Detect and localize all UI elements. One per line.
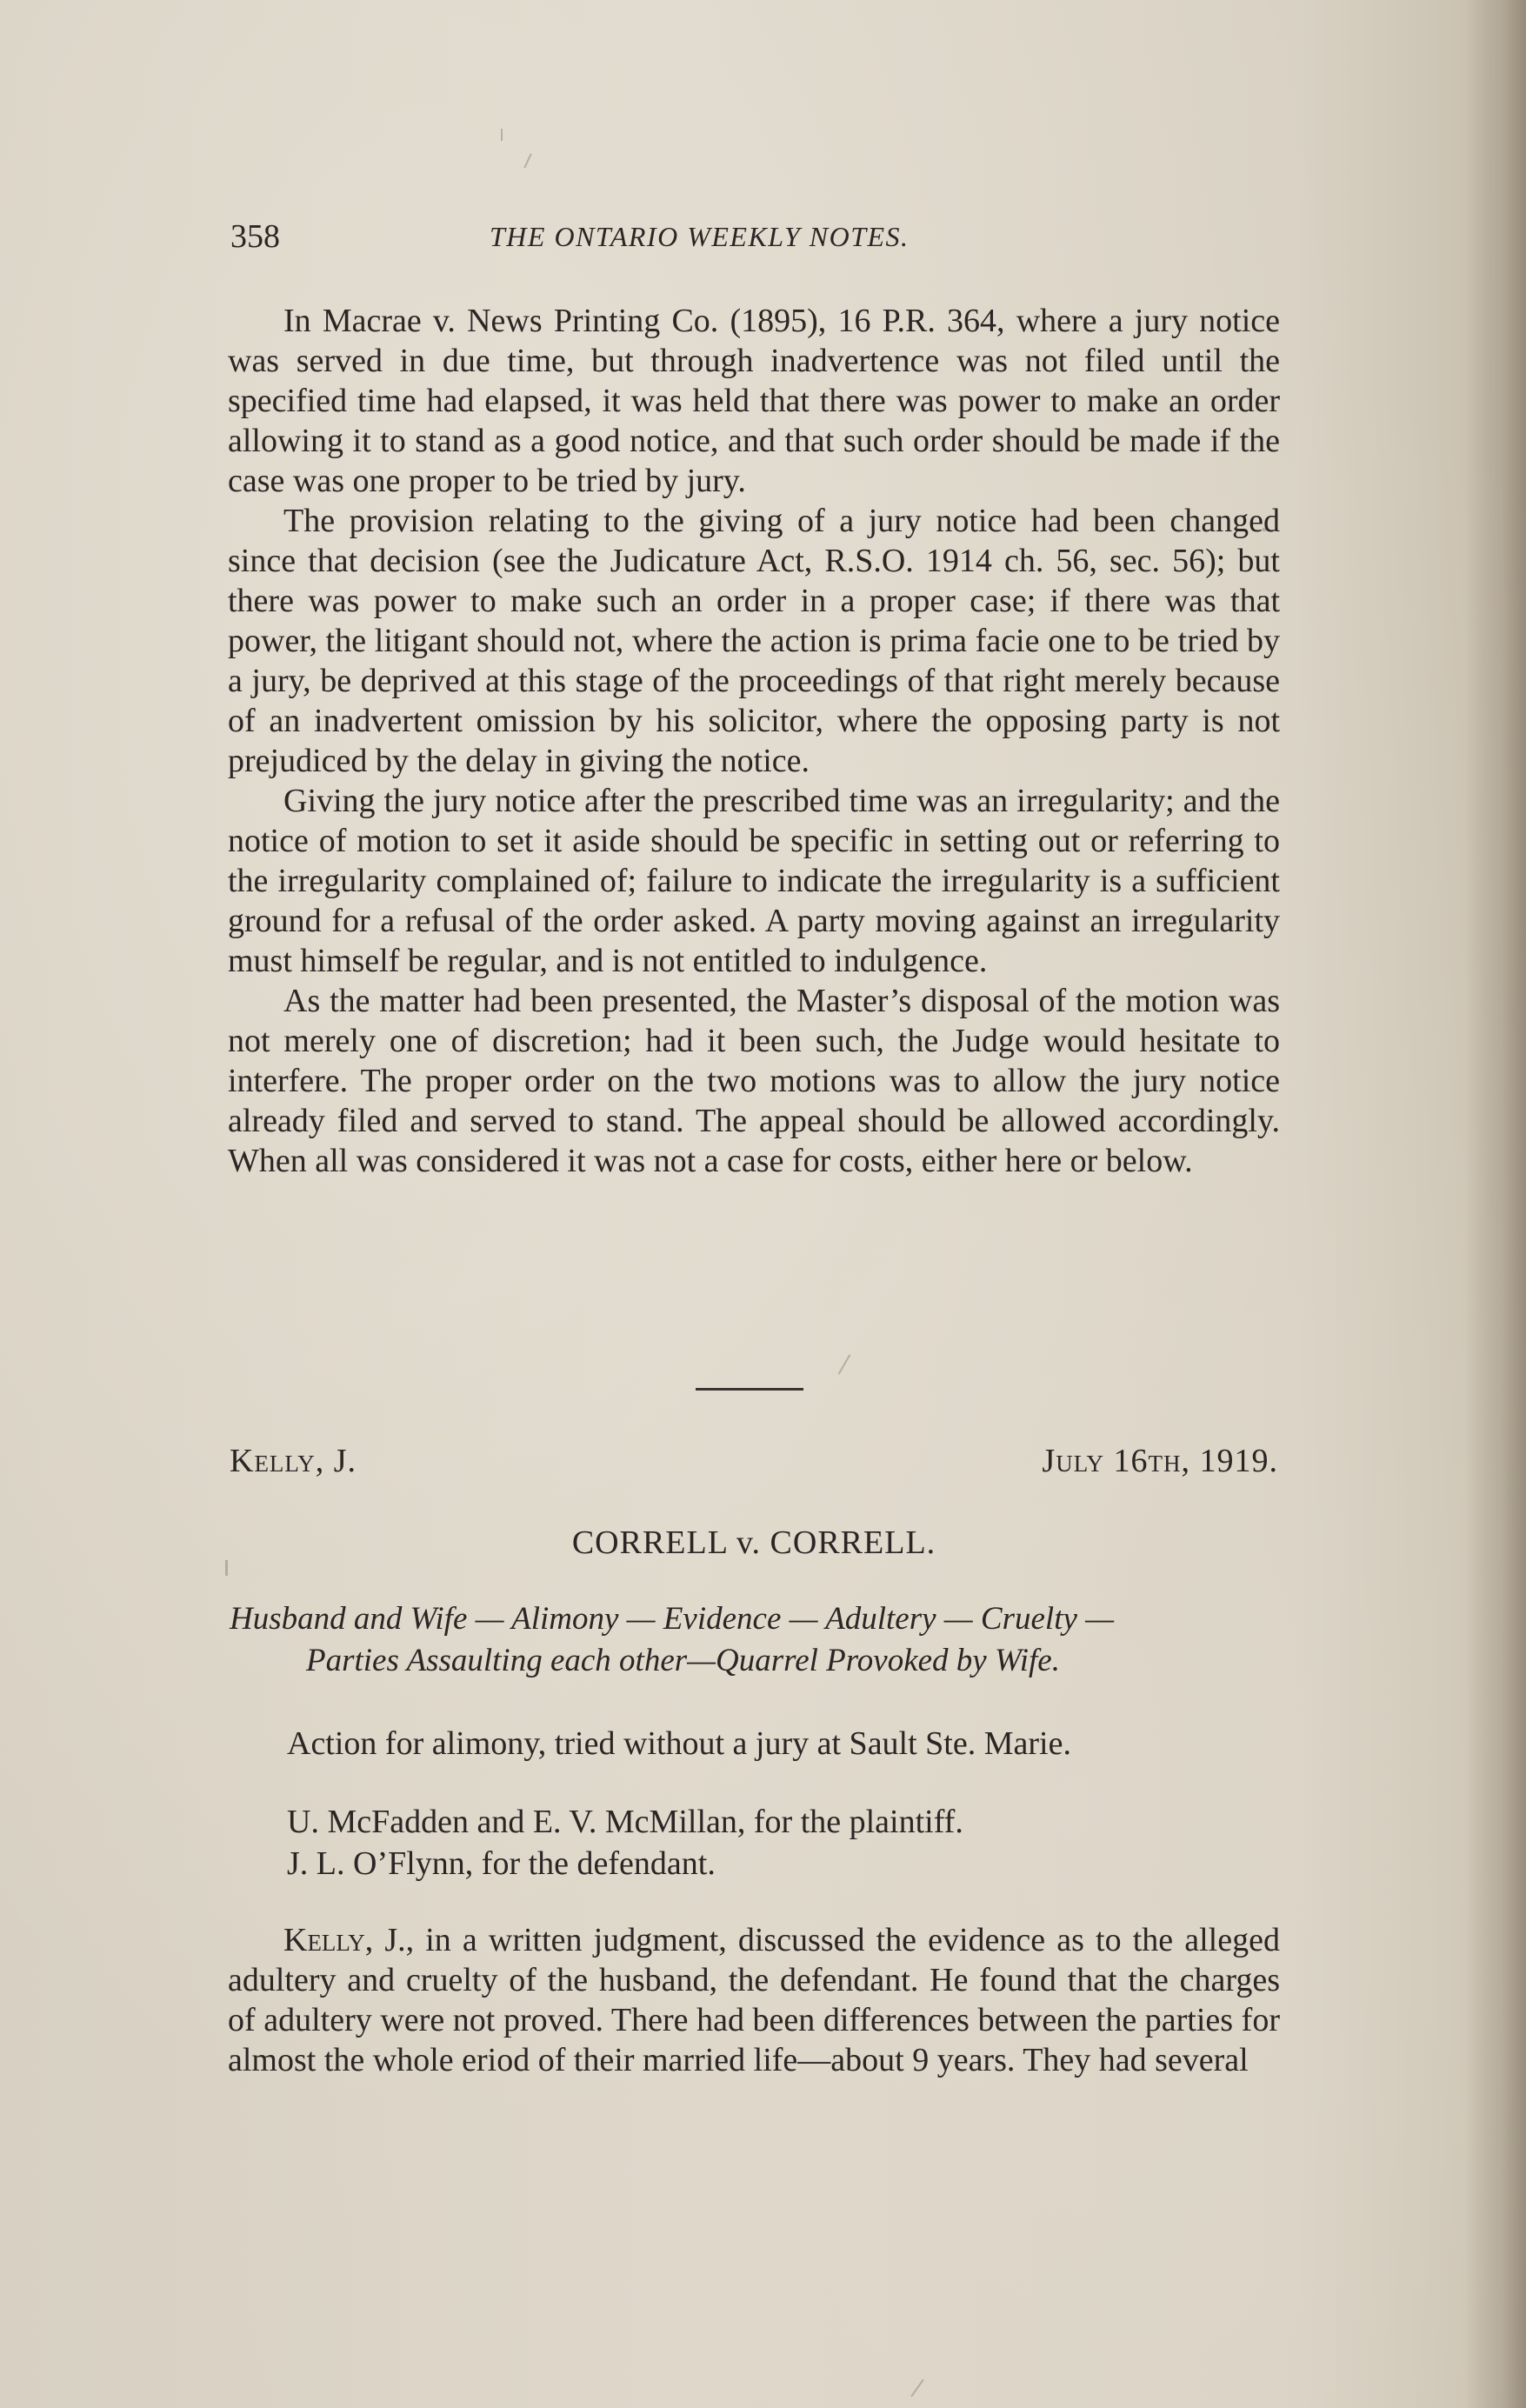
case-byline	[230, 1442, 1278, 1485]
page-header	[230, 217, 1274, 270]
counsel-defendant: J. L. O’Flynn, for the defendant.	[287, 1845, 716, 1882]
headnote-line: Parties Assaulting each other—Quarrel Provoked by Wife.	[306, 1643, 1060, 1678]
judgment-judge-name: Kelly, J.	[283, 1922, 406, 1958]
paragraph: The provision relating to the giving of a jury notice had been changed since that decision (see the Judicature Act, R.S.O. 1914 ch. 56, sec. 56); but there was power to make such an order in a proper case; if there was that power, the litigant should not, where the action is prima facie one to be tried by a jury, be deprived at this stage of the proceedings of that right merely because of an inadvertent omission by his solicitor, where the opposing party is not prejudiced by the delay in giving the notice.	[228, 503, 1280, 779]
page-number: 358	[230, 218, 280, 255]
headnote-line: Husband and Wife — Alimony — Evidence — Adultery — Cruelty —	[230, 1601, 1115, 1637]
section-divider	[696, 1388, 803, 1391]
pencil-mark	[523, 153, 531, 168]
pencil-mark	[838, 1354, 851, 1375]
judge-name: Kelly, J.	[230, 1443, 357, 1479]
pencil-mark	[910, 2379, 923, 2398]
action-description: Action for alimony, tried without a jury at Sault Ste. Marie.	[287, 1725, 1071, 1762]
paragraph: In Macrae v. News Printing Co. (1895), 16 P.R. 364, where a jury notice was served in due time, but through inadvertence was not filed until the specified time had elapsed, it was held that there was power to make an order allowing it to stand as a good notice, and that such order should be made if the case was one proper to be tried by jury.	[228, 303, 1280, 499]
judgment-paragraph	[228, 1920, 1280, 2080]
counsel-plaintiff: U. McFadden and E. V. McMillan, for the plaintiff.	[287, 1804, 963, 1840]
pencil-mark	[225, 1560, 228, 1576]
running-title: THE ONTARIO WEEKLY NOTES.	[490, 221, 910, 252]
body-text-bottom	[228, 1920, 1280, 2080]
headnote	[230, 1598, 1282, 1682]
paragraph: As the matter had been presented, the Master’s disposal of the motion was not merely one of discretion; had it been such, the Judge would hesitate to interfere. The proper order on the two motions was to allow the jury notice already filed and served to stand. The appeal should be allowed accordingly. When all was considered it was not a case for costs, either here or below.	[228, 983, 1280, 1179]
paragraph: Giving the jury notice after the prescribed time was an irregularity; and the notice of motion to set it aside should be specific in setting out or referring to the irregularity complained of; failure to indicate the irregularity is a sufficient ground for a refusal of the order asked. A party moving against an irregularity must himself be regular, and is not entitled to indulgence.	[228, 783, 1280, 979]
judgment-text: , in a written judgment, discussed the evidence as to the alleged adultery and cruelty of the husband, the defendant. He found that the charges of adultery were not proved. There had been differences between the parties for almost the whole eriod of their married life—about 9 years. They had several	[228, 1922, 1280, 2078]
judgment-date: July 16th, 1919.	[1042, 1443, 1278, 1479]
case-title: CORRELL v. CORRELL.	[571, 1524, 936, 1561]
body-text-top	[228, 301, 1280, 1181]
pencil-mark	[501, 129, 503, 141]
page-gutter-shadow	[1465, 0, 1526, 2408]
